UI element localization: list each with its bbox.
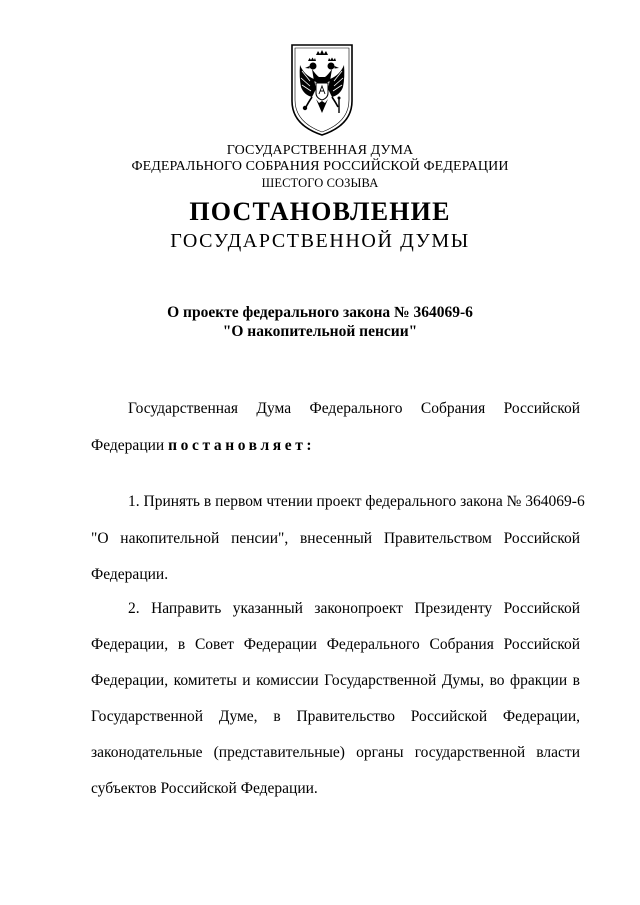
preamble-line-1: Государственная Дума Федерального Собрания Российской — [128, 400, 580, 417]
subject-line-2: "О накопительной пенсии" — [222, 323, 418, 340]
document-title: ПОСТАНОВЛЕНИЕ — [189, 197, 451, 226]
item2-line-6: субъектов Российской Федерации. — [91, 780, 318, 797]
item1-line-2: "О накопительной пенсии", внесенный Правительством Российской — [91, 530, 580, 547]
item2-line-1: 2. Направить указанный законопроект Президенту Российской — [128, 600, 580, 617]
header-line-3: ШЕСТОГО СОЗЫВА — [261, 176, 379, 190]
header-line-2: ФЕДЕРАЛЬНОГО СОБРАНИЯ РОССИЙСКОЙ ФЕДЕРАЦИИ — [131, 159, 509, 174]
item2-line-4: Государственной Думе, в Правительство Российской Федерации, — [91, 708, 580, 725]
header-line-1: ГОСУДАРСТВЕННАЯ ДУМА — [226, 143, 414, 158]
item2-line-5: законодательные (представительные) органы государственной власти — [91, 744, 580, 761]
subject-line-1: О проекте федерального закона № 364069-6 — [167, 304, 473, 321]
item2-line-2: Федерации, в Совет Федерации Федерального Собрания Российской — [91, 636, 580, 653]
issuing-body-header — [0, 143, 640, 191]
item1-line-1: 1. Принять в первом чтении проект федерального закона № 364069-6 — [128, 493, 585, 510]
item1-line-3: Федерации. — [91, 566, 169, 583]
document-subtitle: ГОСУДАРСТВЕННОЙ ДУМЫ — [170, 230, 470, 252]
coat-of-arms-emblem — [286, 41, 358, 137]
preamble-prefix: Федерации — [91, 437, 165, 454]
preamble-line-2 — [91, 437, 580, 455]
document-subject — [0, 303, 640, 341]
preamble-resolves: постановляет: — [168, 437, 316, 454]
item2-line-3: Федерации, комитеты и комиссии Государственной Думы, во фракции в — [91, 672, 580, 689]
